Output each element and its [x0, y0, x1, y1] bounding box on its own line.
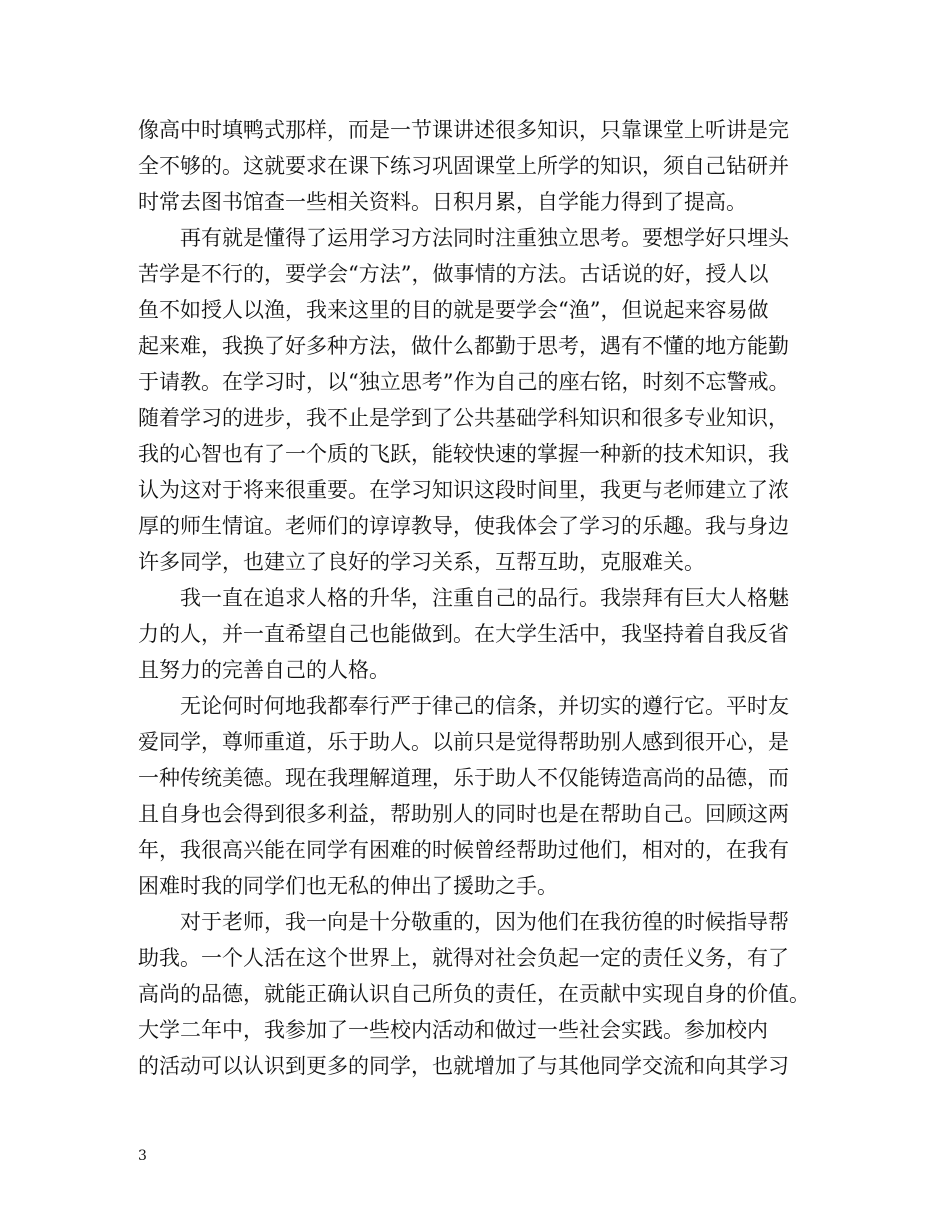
text-line: 鱼不如授人以渔，我来这里的目的就是要学会“渔”，但说起来容易做 — [138, 298, 769, 322]
text-line: 许多同学，也建立了良好的学习关系，互帮互助，克服难关。 — [138, 550, 705, 574]
text-line: 认为这对于将来很重要。在学习知识这段时间里，我更与老师建立了浓 — [138, 478, 789, 502]
text-line: 我的心智也有了一个质的飞跃，能较快速的掌握一种新的技术知识，我 — [138, 442, 789, 466]
text-line: 且努力的完善自己的人格。 — [138, 658, 390, 682]
text-line: 爱同学，尊师重道，乐于助人。以前只是觉得帮助别人感到很开心，是 — [138, 730, 789, 754]
body-text — [138, 112, 828, 1084]
text-line: 再有就是懂得了运用学习方法同时注重独立思考。要想学好只埋头 — [138, 226, 789, 250]
text-line: 困难时我的同学们也无私的伸出了援助之手。 — [138, 874, 558, 898]
text-line: 于请教。在学习时，以“独立思考”作为自己的座右铭，时刻不忘警戒。 — [138, 370, 790, 394]
text-line: 大学二年中，我参加了一些校内活动和做过一些社会实践。参加校内 — [138, 1018, 768, 1042]
text-line: 高尚的品德，就能正确认识自己所负的责任，在贡献中实现自身的价值。 — [138, 982, 810, 1006]
page-number: 3 — [138, 1148, 147, 1164]
text-line: 且自身也会得到很多利益，帮助别人的同时也是在帮助自己。回顾这两 — [138, 802, 789, 826]
text-line: 无论何时何地我都奉行严于律己的信条，并切实的遵行它。平时友 — [138, 694, 789, 718]
text-line: 一种传统美德。现在我理解道理，乐于助人不仅能铸造高尚的品德，而 — [138, 766, 789, 790]
text-line: 力的人，并一直希望自己也能做到。在大学生活中，我坚持着自我反省 — [138, 622, 789, 646]
text-line: 像高中时填鸭式那样，而是一节课讲述很多知识，只靠课堂上听讲是完 — [138, 118, 789, 142]
text-line: 全不够的。这就要求在课下练习巩固课堂上所学的知识，须自己钻研并 — [138, 154, 789, 178]
text-line: 我一直在追求人格的升华，注重自己的品行。我崇拜有巨大人格魅 — [138, 586, 789, 610]
text-line: 随着学习的进步，我不止是学到了公共基础学科知识和很多专业知识， — [138, 406, 789, 430]
text-line: 的活动可以认识到更多的同学，也就增加了与其他同学交流和向其学习 — [138, 1054, 789, 1078]
text-line: 年，我很高兴能在同学有困难的时候曾经帮助过他们，相对的，在我有 — [138, 838, 789, 862]
text-line: 时常去图书馆查一些相关资料。日积月累，自学能力得到了提高。 — [138, 190, 747, 214]
text-line: 对于老师，我一向是十分敬重的，因为他们在我彷徨的时候指导帮 — [138, 910, 789, 934]
text-line: 助我。一个人活在这个世界上，就得对社会负起一定的责任义务，有了 — [138, 946, 789, 970]
text-line: 苦学是不行的，要学会“方法”，做事情的方法。古话说的好，授人以 — [138, 262, 769, 286]
text-line: 起来难，我换了好多种方法，做什么都勤于思考，遇有不懂的地方能勤 — [138, 334, 789, 358]
text-line: 厚的师生情谊。老师们的谆谆教导，使我体会了学习的乐趣。我与身边 — [138, 514, 789, 538]
